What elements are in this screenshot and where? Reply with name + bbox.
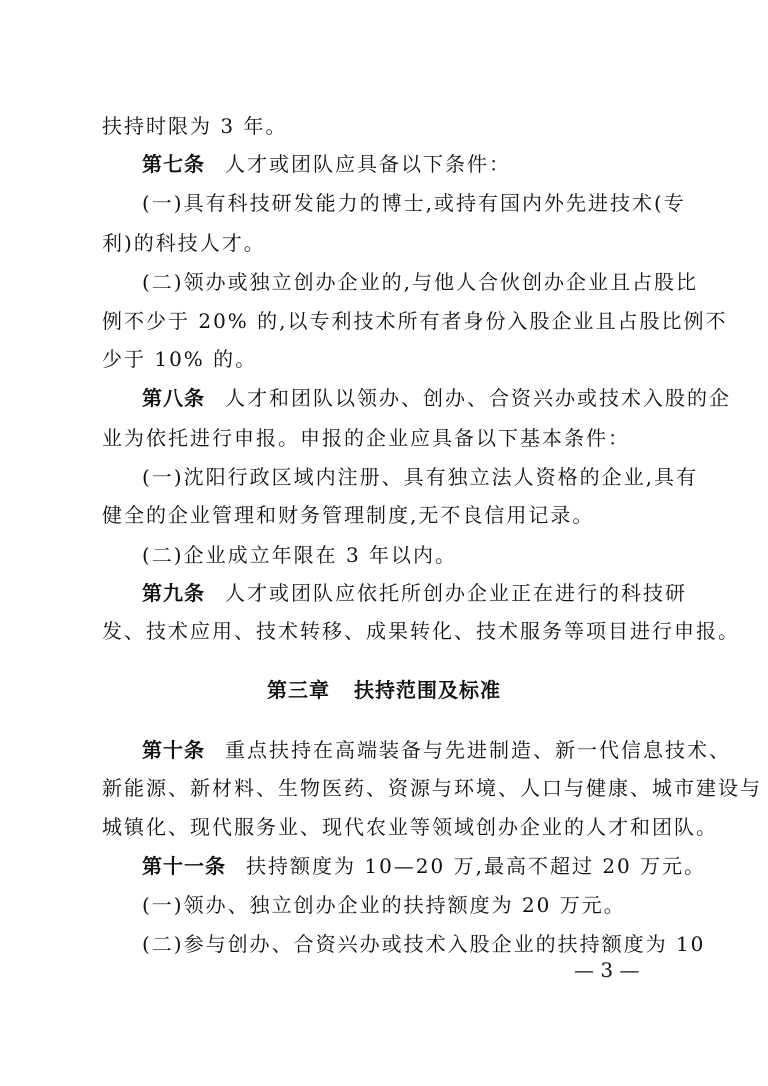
article-heading: 第七条 [142,152,205,176]
text-line: (一)具有科技研发能力的博士,或持有国内外先进技术(专 [142,191,686,215]
text-line: 新能源、新材料、生物医药、资源与环境、人口与健康、城市建设与 [102,776,762,800]
text-line: (一)沈阳行政区域内注册、具有独立法人资格的企业,具有 [142,465,698,489]
text-line: (二)企业成立年限在 3 年以内。 [142,543,458,567]
text-line: (一)领办、独立创办企业的扶持额度为 20 万元。 [142,893,626,917]
article-8: 第八条 人才和团队以领办、创办、合资兴办或技术入股的企 [142,386,731,410]
article-9: 第九条 人才或团队应依托所创办企业正在进行的科技研 [142,581,687,605]
article-heading: 第十条 [142,738,205,762]
article-heading: 第八条 [142,386,205,410]
article-10: 第十条 重点扶持在高端装备与先进制造、新一代信息技术、 [142,738,731,762]
page-number: — 3 — [574,958,640,982]
chapter-number: 第三章 [267,678,330,702]
text-line: 利)的科技人才。 [102,231,266,255]
article-11: 第十一条 扶持额度为 10—20 万,最高不超过 20 万元。 [142,854,707,878]
text-line: 扶持时限为 3 年。 [102,114,288,138]
text-line: 少于 10% 的。 [102,347,258,371]
article-7: 第七条 人才或团队应具备以下条件： [142,152,511,176]
text-line: 发、技术应用、技术转移、成果转化、技术服务等项目进行申报。 [102,619,740,643]
text-line: 业为依托进行申报。申报的企业应具备以下基本条件： [102,426,630,450]
text-line: 例不少于 20% 的,以专利技术所有者身份入股企业且占股比例不 [102,309,728,333]
chapter-heading [0,676,768,704]
article-heading: 第十一条 [142,854,226,878]
chapter-title: 扶持范围及标准 [354,678,501,702]
text-line: 城镇化、现代服务业、现代农业等领域创办企业的人才和团队。 [102,815,718,839]
article-heading: 第九条 [142,581,205,605]
text-line: (二)领办或独立创办企业的,与他人合伙创办企业且占股比 [142,270,698,294]
text-line: 健全的企业管理和财务管理制度,无不良信用记录。 [102,503,595,527]
text-line: (二)参与创办、合资兴办或技术入股企业的扶持额度为 10 [142,932,706,956]
